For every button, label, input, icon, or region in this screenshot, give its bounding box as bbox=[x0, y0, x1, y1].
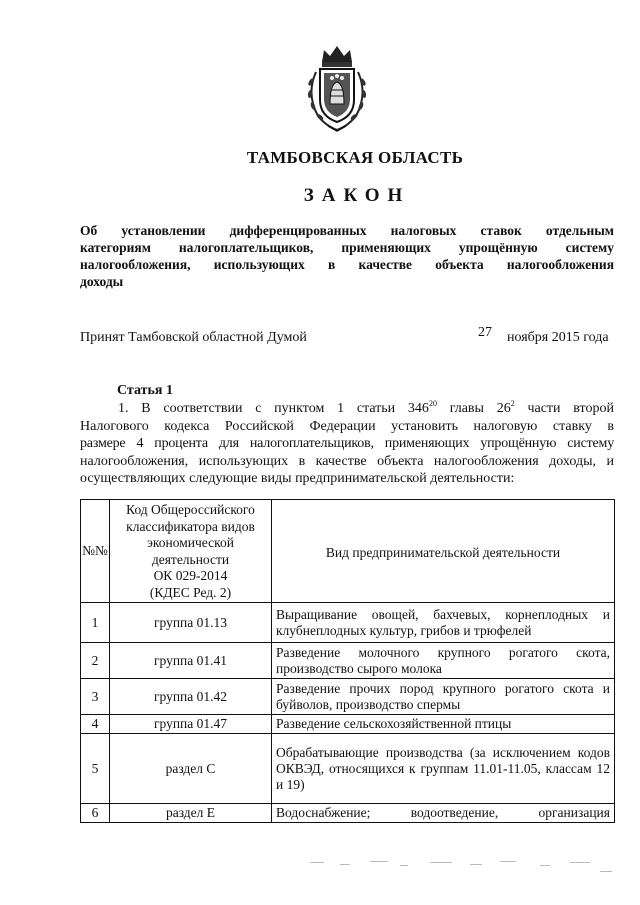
paragraph-line: размере 4 процента для налогоплательщиков, применяющих упрощённую систему bbox=[80, 436, 614, 452]
superscript: 20 bbox=[428, 399, 437, 408]
row-activity: Выращивание овощей, бахчевых, корнеплодных и клубнеплодных культур, грибов и трюфелей bbox=[272, 603, 615, 643]
header-code-line: ОК 029-2014 bbox=[153, 568, 228, 583]
paragraph-text: 1. В соответствии с пунктом 1 статьи 346 bbox=[118, 401, 429, 416]
table-row bbox=[81, 679, 615, 715]
table-row bbox=[81, 643, 615, 679]
header-code-line: классификатора видов bbox=[126, 518, 255, 534]
paragraph-line bbox=[80, 400, 614, 418]
scan-noise bbox=[300, 856, 620, 876]
row-num: 6 bbox=[81, 804, 110, 823]
activity-codes-table bbox=[80, 499, 615, 823]
table-header-row bbox=[81, 500, 615, 603]
row-code: раздел С bbox=[110, 734, 272, 804]
coat-of-arms-emblem bbox=[298, 42, 376, 134]
paragraph-text: части второй bbox=[514, 401, 614, 416]
row-code: раздел Е bbox=[110, 804, 272, 823]
header-code-line: деятельности bbox=[151, 551, 230, 567]
article-heading: Статья 1 bbox=[117, 383, 173, 398]
header-activity: Вид предпринимательской деятельности bbox=[272, 500, 615, 603]
law-subject bbox=[80, 222, 614, 290]
subject-line: доходы bbox=[80, 274, 124, 289]
row-num: 1 bbox=[81, 603, 110, 643]
subject-line: категориям налогоплательщиков, применяющих упрощённую систему bbox=[80, 240, 614, 255]
adoption-month-year: ноября 2015 года bbox=[507, 330, 609, 345]
adoption-day: 27 bbox=[478, 325, 492, 340]
row-activity: Разведение прочих пород крупного рогатого скота и буйволов, производство спермы bbox=[272, 679, 615, 715]
header-num: №№ bbox=[81, 500, 110, 603]
row-activity: Разведение молочного крупного рогатого скота, производство сырого молока bbox=[272, 643, 615, 679]
header-code-line: (КДЕС Ред. 2) bbox=[149, 584, 232, 600]
row-code: группа 01.41 bbox=[110, 643, 272, 679]
subject-line: Об установлении дифференцированных налоговых ставок отдельным bbox=[80, 223, 614, 238]
header-code bbox=[110, 500, 272, 603]
row-num: 2 bbox=[81, 643, 110, 679]
subject-line: налогообложения, использующих в качестве объекта налогообложения bbox=[80, 257, 614, 272]
row-activity: Разведение сельскохозяйственной птицы bbox=[272, 715, 615, 734]
table-row bbox=[81, 734, 615, 804]
row-num: 3 bbox=[81, 679, 110, 715]
row-activity: Обрабатывающие производства (за исключением кодов ОКВЭД, относящихся к группам 11.01-11.05, классам 12 и 19) bbox=[272, 734, 615, 804]
table-row bbox=[81, 715, 615, 734]
row-activity: Водоснабжение; водоотведение, организация bbox=[272, 804, 615, 823]
adoption-body: Принят Тамбовской областной Думой bbox=[80, 330, 307, 345]
document-type-title: ЗАКОН bbox=[303, 185, 411, 206]
header-code-line: экономической bbox=[147, 535, 234, 550]
row-num: 5 bbox=[81, 734, 110, 804]
header-code-line: Код Общероссийского bbox=[126, 502, 255, 517]
row-num: 4 bbox=[81, 715, 110, 734]
paragraph-line: Налогового кодекса Российской Федерации установить налоговую ставку в bbox=[80, 418, 614, 434]
superscript: 2 bbox=[510, 399, 515, 408]
table-row bbox=[81, 804, 615, 823]
paragraph-line: осуществляющих следующие виды предпринимательской деятельности: bbox=[80, 471, 515, 487]
paragraph-line: налогообложения, использующих в качестве объекта налогообложения доходы, и bbox=[80, 453, 614, 469]
article-paragraph bbox=[80, 400, 614, 488]
table-row bbox=[81, 603, 615, 643]
row-code: группа 01.42 bbox=[110, 679, 272, 715]
row-code: группа 01.47 bbox=[110, 715, 272, 734]
row-code: группа 01.13 bbox=[110, 603, 272, 643]
paragraph-text: главы 26 bbox=[436, 401, 511, 416]
region-title: ТАМБОВСКАЯ ОБЛАСТЬ bbox=[246, 148, 464, 167]
